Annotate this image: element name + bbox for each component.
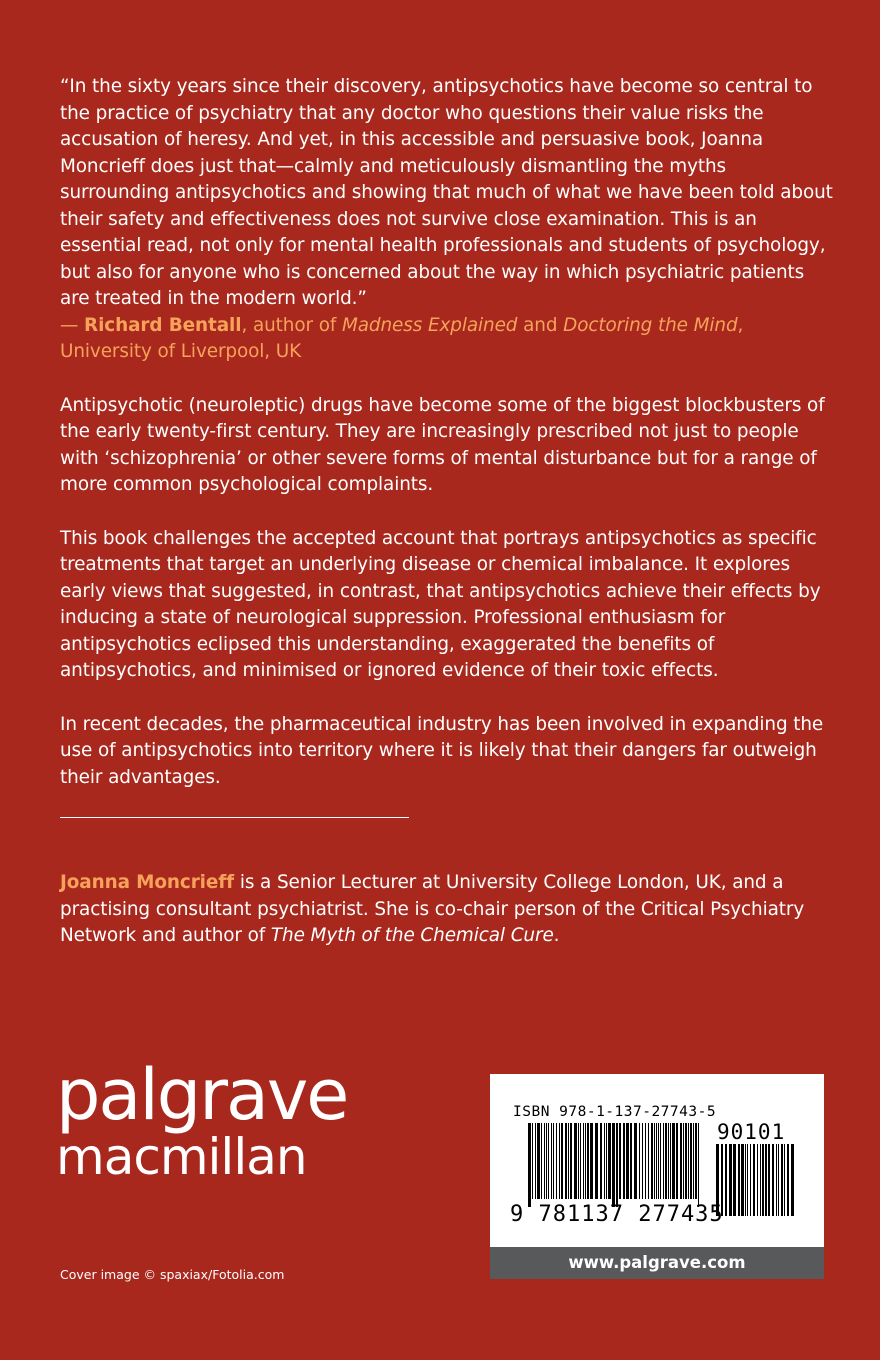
endorser-name: Richard Bentall [84, 314, 242, 336]
barcode-bar [585, 1123, 586, 1199]
barcode-bar [626, 1123, 629, 1199]
publisher-logo-line-1: palgrave [56, 1054, 348, 1136]
barcode-bar [791, 1144, 794, 1216]
publisher-logo [56, 1054, 348, 1186]
barcode-bar [690, 1123, 692, 1199]
barcode-bar [651, 1123, 653, 1199]
barcode-bar [768, 1144, 770, 1216]
barcode-bar [725, 1144, 727, 1216]
isbn-text: ISBN 978-1-137-27743-5 [513, 1104, 717, 1120]
divider [60, 817, 409, 818]
barcode-bar [747, 1144, 748, 1216]
barcode-bar [604, 1123, 605, 1199]
barcode-bar [738, 1144, 740, 1216]
barcode-bar [580, 1123, 581, 1199]
barcode-bar [683, 1123, 684, 1199]
barcode-bar [680, 1123, 682, 1199]
barcode-bar [546, 1123, 547, 1199]
ean-barcode-bars [528, 1123, 700, 1207]
barcode-bar [660, 1123, 661, 1199]
barcode-bar [553, 1123, 554, 1199]
barcode-bar [619, 1123, 621, 1199]
addon-barcode-bars [716, 1144, 796, 1216]
barcode-box [490, 1074, 824, 1279]
barcode-bar [729, 1144, 732, 1216]
barcode-bar [776, 1144, 777, 1216]
barcode-bar [693, 1123, 694, 1199]
barcode-bar [688, 1123, 689, 1199]
barcode-bar [772, 1144, 774, 1216]
barcode-bar [600, 1123, 602, 1199]
ean-digits: 9 781137 277435 [510, 1202, 724, 1227]
barcode-bar [623, 1123, 625, 1199]
barcode-bar [762, 1144, 764, 1216]
blurb-paragraph-3: In recent decades, the pharmaceutical industry has been involved in expanding the use of antipsychotics into territory where it is likely that their dangers far outweigh their advantages. [60, 713, 824, 788]
barcode-bar [532, 1123, 533, 1199]
barcode-bar [695, 1123, 697, 1199]
barcode-bar [541, 1123, 542, 1199]
barcode-bar [676, 1123, 678, 1199]
barcode-bar [630, 1123, 632, 1199]
barcode-bar [537, 1123, 540, 1199]
barcode-bar [750, 1144, 751, 1216]
cover-credit: Cover image © spaxiax/Fotolia.com [60, 1267, 285, 1282]
barcode-bar [565, 1123, 567, 1199]
barcode-bar [733, 1144, 736, 1216]
barcode-bar [753, 1144, 755, 1216]
quote-attribution: — Richard Bentall, author of Madness Explained and Doctoring the Mind, University of Liverpool, UK [60, 314, 744, 362]
barcode-bar [668, 1123, 669, 1199]
barcode-bar [608, 1123, 611, 1199]
barcode-bar [656, 1123, 657, 1199]
barcode-bar [670, 1123, 671, 1199]
barcode-bar [544, 1123, 545, 1199]
barcode-bar [663, 1123, 664, 1199]
barcode-bar [741, 1144, 744, 1216]
barcode-bar [556, 1123, 557, 1199]
barcode-bar [634, 1123, 637, 1199]
endorser-book-2: Doctoring the Mind [563, 314, 738, 336]
barcode-bar [672, 1123, 675, 1199]
price-code: 90101 [717, 1120, 786, 1144]
barcode-bar [778, 1144, 779, 1216]
barcode-bar [757, 1144, 758, 1216]
barcode-bar [658, 1123, 659, 1199]
back-cover-text [60, 74, 835, 977]
barcode-bar [551, 1123, 552, 1199]
blurb-paragraph-1: Antipsychotic (neuroleptic) drugs have become some of the biggest blockbusters of the early twenty-first century. They are increasingly prescribed not just to people with ‘schizophrenia’ or other severe forms of mental disturbance but for a range of more common psychological complaints. [60, 394, 825, 495]
barcode-bar [578, 1123, 579, 1199]
publisher-url: www.palgrave.com [490, 1247, 824, 1279]
barcode-bar [665, 1123, 667, 1199]
author-name: Joanna Moncrieff [60, 872, 235, 893]
barcode-bar [639, 1123, 640, 1199]
barcode-bar [587, 1123, 589, 1199]
barcode-bar [648, 1123, 649, 1199]
barcode-bar [548, 1123, 549, 1199]
barcode-bar [745, 1144, 746, 1216]
barcode-bar [570, 1123, 572, 1199]
barcode-bar [595, 1123, 598, 1199]
barcode-bar [642, 1123, 643, 1199]
barcode-bar [698, 1123, 699, 1207]
barcode-bar [590, 1123, 593, 1199]
endorser-book-1: Madness Explained [341, 314, 518, 336]
publisher-logo-line-2: macmillan [56, 1128, 307, 1186]
barcode-bar [654, 1123, 655, 1199]
barcode-bar [765, 1144, 767, 1216]
barcode-bar [535, 1123, 536, 1199]
barcode-bar [568, 1123, 569, 1199]
barcode-bar [528, 1123, 531, 1207]
barcode-bar [760, 1144, 761, 1216]
quote-text: “In the sixty years since their discovery, antipsychotics have become so central to the practice of psychiatry that any doctor who questions their value risks the accusation of heresy. And yet, in this accessible and persuasive book, Joanna Moncrieff does just that—calmly and meticulously dismantling the myths surrounding antipsychotics and showing that much of what we have been told about their safety and effectiveness does not survive close examination. This is an essential read, not only for mental health professionals and students of psychology, but also for anyone who is concerned about the way in which psychiatric patients are treated in the modern world.” [60, 76, 833, 309]
barcode-bar [606, 1123, 607, 1199]
endorsement-quote [60, 74, 835, 366]
barcode-bar [616, 1123, 618, 1207]
barcode-bar [559, 1123, 560, 1199]
barcode-bar [612, 1123, 615, 1207]
author-book: The Myth of the Chemical Cure [270, 925, 554, 946]
barcode-bar [787, 1144, 789, 1216]
barcode-bar [784, 1144, 785, 1216]
barcode-bar [781, 1144, 783, 1216]
barcode-bar [561, 1123, 563, 1199]
blurb-paragraph-2: This book challenges the accepted account that portrays antipsychotics as specific treatments that target an underlying disease or chemical imbalance. It explores early views that suggested, in contrast, that antipsychotics achieve their effects by inducing a state of neurological suppression. Professional enthusiasm for antipsychotics eclipsed this understanding, exaggerated the benefits of antipsychotics, and minimised or ignored evidence of their toxic effects. [60, 527, 821, 681]
barcode-bar [685, 1123, 687, 1199]
barcode-bar [583, 1123, 584, 1199]
barcode-bar [645, 1123, 646, 1199]
barcode-bar [574, 1123, 577, 1199]
author-bio: Joanna Moncrieff is a Senior Lecturer at University College London, UK, and a practising consultant psychiatrist. She is co-chair person of the Critical Psychiatry Network and author of The Myth of the Chemical Cure. [60, 872, 805, 946]
